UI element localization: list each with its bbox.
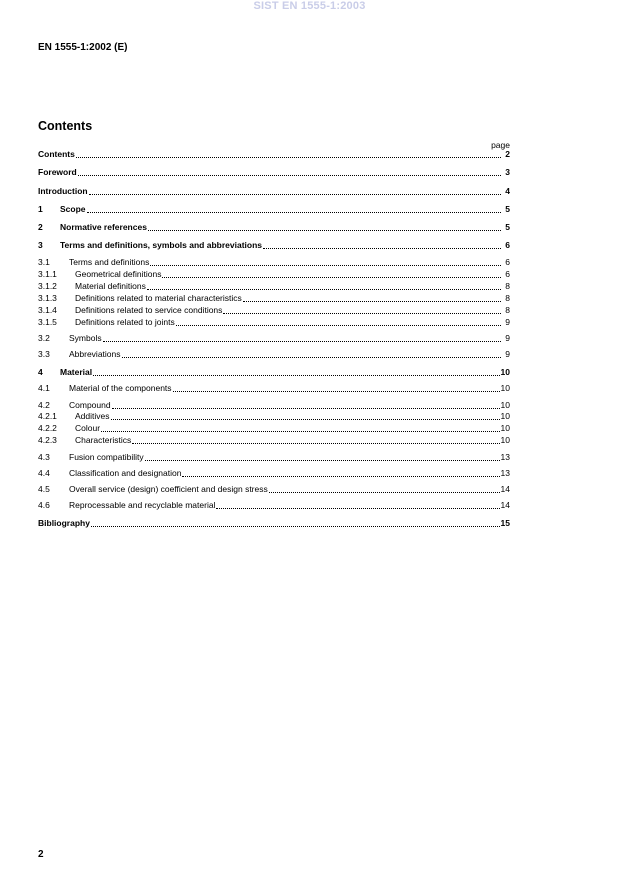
dot-leader — [173, 390, 500, 392]
toc-entry-number: 3.1 — [38, 257, 50, 267]
dot-leader — [269, 491, 500, 493]
toc-entry-number: 3 — [38, 240, 43, 250]
document-id-header: EN 1555-1:2002 (E) — [38, 42, 128, 53]
toc-entry-title: Compound — [69, 400, 111, 410]
toc-entry-title: Material of the components — [69, 383, 172, 393]
toc-entry-page: 9 — [505, 333, 510, 343]
toc-entry-title: Definitions related to material characteristics — [75, 293, 242, 303]
dot-leader — [87, 211, 501, 213]
toc-entry-number: 3.1.1 — [38, 269, 57, 279]
toc-entry-page: 9 — [505, 349, 510, 359]
toc-entry[interactable] — [38, 222, 510, 233]
toc-entry-title: Introduction — [38, 186, 88, 196]
dot-leader — [103, 340, 501, 342]
dot-leader — [112, 407, 500, 409]
toc-entry-page: 9 — [505, 317, 510, 327]
toc-entry-title: Colour — [75, 423, 101, 433]
toc-entry-number: 4.2.2 — [38, 423, 57, 433]
toc-entry-title: Additives — [75, 411, 110, 421]
toc-entry[interactable] — [38, 468, 510, 479]
toc-entry-number: 3.1.5 — [38, 317, 57, 327]
toc-entry[interactable] — [38, 383, 510, 394]
toc-entry-title: Material definitions — [75, 281, 146, 291]
toc-entry-title: Fusion compatibility — [69, 452, 144, 462]
toc-entry[interactable] — [38, 204, 510, 215]
toc-entry-title: Symbols — [69, 333, 102, 343]
toc-entry-page: 8 — [505, 293, 510, 303]
dot-leader — [223, 312, 501, 314]
toc-entry-title: Definitions related to service conditions — [75, 305, 223, 315]
toc-entry-title: Material — [60, 367, 93, 377]
toc-entry[interactable] — [38, 500, 510, 511]
toc-entry-number: 4.3 — [38, 452, 50, 462]
toc-entry-number: 3.3 — [38, 349, 50, 359]
toc-entry[interactable] — [38, 167, 510, 178]
toc-entry-page: 6 — [505, 257, 510, 267]
toc-entry[interactable] — [38, 305, 510, 316]
dot-leader — [263, 247, 501, 249]
dot-leader — [78, 174, 501, 176]
toc-entry-title: Definitions related to joints — [75, 317, 175, 327]
toc-entry[interactable] — [38, 149, 510, 160]
page-column-label: page — [491, 140, 510, 150]
toc-entry-page: 10 — [500, 411, 510, 421]
toc-entry[interactable] — [38, 317, 510, 328]
toc-entry-title: Terms and definitions, symbols and abbreviations — [60, 240, 262, 250]
dot-leader — [243, 300, 501, 302]
toc-entry[interactable] — [38, 281, 510, 292]
toc-entry-number: 4.1 — [38, 383, 50, 393]
dot-leader — [122, 356, 501, 358]
toc-entry-title: Terms and definitions — [69, 257, 150, 267]
dot-leader — [93, 374, 499, 376]
dot-leader — [150, 264, 501, 266]
toc-entry-title: Reprocessable and recyclable material — [69, 500, 216, 510]
toc-entry-title: Overall service (design) coefficient and design stress — [69, 484, 268, 494]
toc-entry-number: 4.6 — [38, 500, 50, 510]
page-title: Contents — [38, 119, 93, 133]
toc-entry-page: 10 — [500, 435, 510, 445]
toc-entry[interactable] — [38, 518, 510, 529]
dot-leader — [132, 442, 499, 444]
toc-entry-number: 3.2 — [38, 333, 50, 343]
toc-entry-page: 14 — [500, 484, 510, 494]
toc-entry-page: 8 — [505, 281, 510, 291]
dot-leader — [147, 288, 501, 290]
toc-entry-number: 4.5 — [38, 484, 50, 494]
table-of-contents — [38, 0, 510, 877]
toc-entry[interactable] — [38, 484, 510, 495]
toc-entry[interactable] — [38, 269, 510, 280]
toc-entry-page: 6 — [505, 269, 510, 279]
toc-entry-page: 2 — [505, 149, 510, 159]
dot-leader — [89, 193, 501, 195]
toc-entry-page: 5 — [505, 204, 510, 214]
toc-entry-page: 15 — [500, 518, 510, 528]
watermark: SIST EN 1555-1:2003 — [253, 0, 366, 12]
toc-entry[interactable] — [38, 452, 510, 463]
toc-entry-title: Characteristics — [75, 435, 132, 445]
dot-leader — [162, 276, 501, 278]
toc-entry[interactable] — [38, 423, 510, 434]
toc-entry-number: 4.2.1 — [38, 411, 57, 421]
toc-entry[interactable] — [38, 349, 510, 360]
toc-entry-number: 4.4 — [38, 468, 50, 478]
toc-entry[interactable] — [38, 367, 510, 378]
toc-entry-number: 3.1.2 — [38, 281, 57, 291]
dot-leader — [148, 229, 501, 231]
page-number: 2 — [38, 849, 44, 860]
dot-leader — [176, 324, 501, 326]
toc-entry[interactable] — [38, 411, 510, 422]
toc-entry-title: Foreword — [38, 167, 77, 177]
dot-leader — [91, 525, 500, 527]
toc-entry-page: 6 — [505, 240, 510, 250]
toc-entry[interactable] — [38, 186, 510, 197]
toc-entry-title: Normative references — [60, 222, 147, 232]
toc-entry-title: Scope — [60, 204, 86, 214]
toc-entry-page: 3 — [505, 167, 510, 177]
dot-leader — [101, 430, 499, 432]
toc-entry[interactable] — [38, 293, 510, 304]
toc-entry-page: 10 — [500, 423, 510, 433]
toc-entry[interactable] — [38, 240, 510, 251]
dot-leader — [216, 507, 499, 509]
toc-entry-number: 1 — [38, 204, 43, 214]
toc-entry-number: 4.2.3 — [38, 435, 57, 445]
toc-entry-title: Contents — [38, 149, 75, 159]
toc-entry-title: Bibliography — [38, 518, 90, 528]
dot-leader — [145, 459, 500, 461]
toc-entry-number: 4 — [38, 367, 43, 377]
toc-entry-page: 14 — [500, 500, 510, 510]
toc-entry-number: 3.1.4 — [38, 305, 57, 315]
toc-entry[interactable] — [38, 257, 510, 268]
toc-entry-page: 5 — [505, 222, 510, 232]
toc-entry-title: Classification and designation — [69, 468, 182, 478]
toc-entry-number: 3.1.3 — [38, 293, 57, 303]
dot-leader — [111, 418, 500, 420]
toc-entry-page: 10 — [500, 400, 510, 410]
toc-entry-title: Abbreviations — [69, 349, 121, 359]
toc-entry[interactable] — [38, 333, 510, 344]
toc-entry-page: 13 — [500, 468, 510, 478]
toc-entry[interactable] — [38, 435, 510, 446]
dot-leader — [182, 475, 499, 477]
toc-entry-page: 8 — [505, 305, 510, 315]
toc-entry-page: 10 — [500, 383, 510, 393]
toc-entry-number: 2 — [38, 222, 43, 232]
toc-entry-page: 4 — [505, 186, 510, 196]
toc-entry-title: Geometrical definitions — [75, 269, 162, 279]
toc-entry-page: 13 — [500, 452, 510, 462]
toc-entry[interactable] — [38, 400, 510, 411]
dot-leader — [76, 156, 501, 158]
toc-entry-page: 10 — [500, 367, 510, 377]
toc-entry-number: 4.2 — [38, 400, 50, 410]
